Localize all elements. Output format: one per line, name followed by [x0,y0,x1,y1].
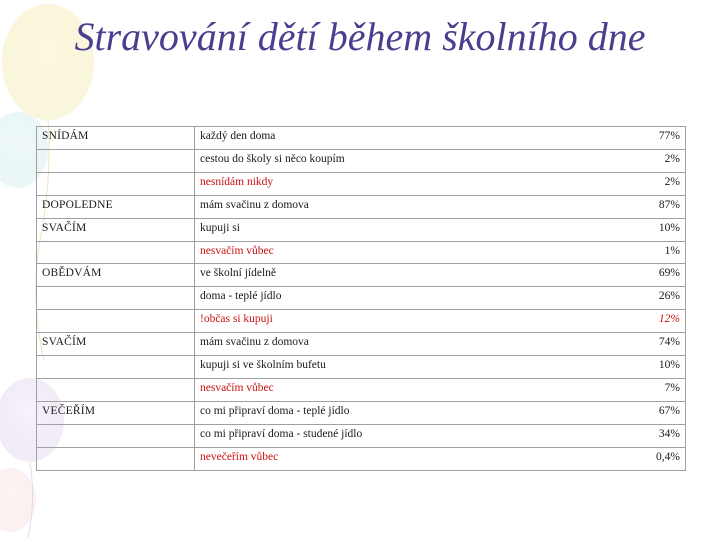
answer-option: co mi připraví doma - teplé jídlo [200,404,350,417]
answer-option: !občas si kupuji [200,313,273,326]
page-title: Stravování dětí během školního dne [74,14,646,59]
percentage-value: 77% [658,130,680,142]
table-row [36,286,686,308]
table-row [36,378,686,400]
table-row [36,241,686,263]
table-row [36,309,686,331]
row-divider [36,286,686,287]
table-row [36,195,686,217]
percentage-value: 34% [658,427,680,440]
answer-option: kupuji si [200,221,240,234]
answer-option: nesvačím vůbec [200,381,274,394]
answer-option: mám svačinu z domova [200,336,309,349]
answer-option: nevečeřím vůbec [200,450,279,463]
answer-option: kupuji si ve školním bufetu [200,359,326,371]
row-divider [36,309,686,310]
meal-category: SVAČÍM [42,221,87,234]
row-divider [36,447,686,448]
percentage-value: 87% [658,198,680,211]
column-divider [36,126,37,470]
meal-category: SNÍDÁM [42,130,89,142]
answer-option: nesnídám nikdy [200,175,274,188]
percentage-value: 12% [658,313,680,326]
answer-option: každý den doma [200,130,276,142]
table-row [36,332,686,354]
table-row [36,355,686,377]
table-row [36,126,686,148]
percentage-value: 2% [664,175,680,188]
table-row [36,424,686,446]
answer-option: co mi připraví doma - studené jídlo [200,427,363,440]
table-row [36,263,686,285]
answer-option: doma - teplé jídlo [200,290,282,303]
percentage-value: 74% [658,336,680,349]
table-bottom-border [36,470,686,471]
meal-category: VEČEŘÍM [42,404,96,417]
percentage-value: 2% [664,152,680,165]
row-divider [36,332,686,333]
column-divider [685,126,686,470]
row-divider [36,401,686,402]
table-row [36,172,686,194]
answer-option: cestou do školy si něco koupím [200,152,345,165]
percentage-value: 10% [658,359,680,371]
row-divider [36,149,686,150]
answer-option: nesvačím vůbec [200,244,274,257]
table-row [36,149,686,171]
row-divider [36,378,686,379]
meal-category: SVAČÍM [42,336,87,349]
column-divider [194,126,195,470]
percentage-value: 10% [658,221,680,234]
meal-category: DOPOLEDNE [42,198,113,211]
meal-category: OBĚDVÁM [42,267,102,280]
table-top-border [36,126,686,127]
row-divider [36,424,686,425]
percentage-value: 26% [658,290,680,303]
row-divider [36,355,686,356]
percentage-value: 7% [664,381,680,394]
percentage-value: 0,4% [656,450,680,463]
percentage-value: 1% [664,244,680,257]
table-row [36,447,686,469]
answer-option: ve školní jídelně [200,267,277,280]
table-row [36,218,686,240]
percentage-value: 67% [658,404,680,417]
percentage-value: 69% [658,267,680,280]
row-divider [36,195,686,196]
row-divider [36,218,686,219]
answer-option: mám svačinu z domova [200,198,309,211]
row-divider [36,241,686,242]
table-row [36,401,686,423]
row-divider [36,263,686,264]
row-divider [36,172,686,173]
